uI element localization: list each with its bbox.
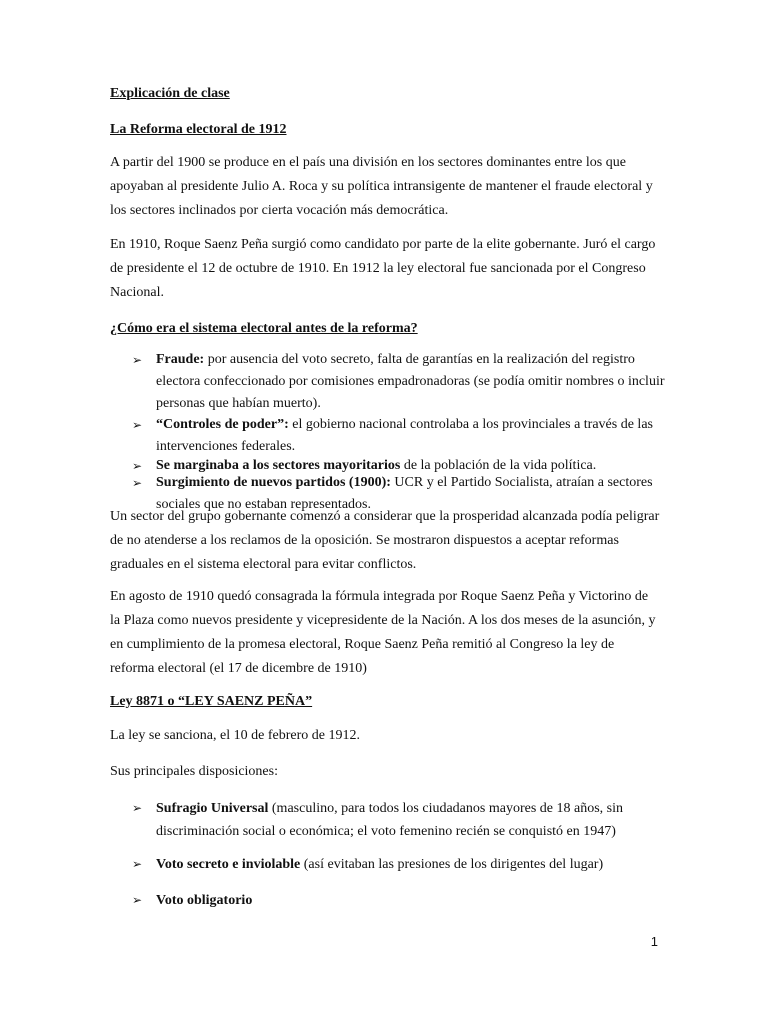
bullet-term: Fraude: <box>156 352 205 367</box>
paragraph-intro: A partir del 1900 se produce en el país una división en los sectores dominantes entre los que apoyaban al presidente Julio A. Roca y su política intransigente de mantener el fraude electoral y los sectores inclinados por cierta vocación más democrática. <box>110 155 653 218</box>
arrowhead-icon: ➢ <box>132 857 143 871</box>
bullet-item <box>110 797 670 843</box>
heading-explicacion: Explicación de clase <box>110 86 230 101</box>
bullet-list-before-reform <box>110 349 670 516</box>
bullet-term: Voto secreto e inviolable <box>156 857 301 872</box>
arrowhead-icon: ➢ <box>132 418 143 432</box>
bullet-text: de la población de la vida política. <box>400 458 597 473</box>
bullet-text: (masculino, para todos los ciudadanos mayores de 18 años, sin discriminación social o económica; el voto femenino recién se conquistó en 1947) <box>156 801 623 839</box>
bullet-item <box>110 889 670 912</box>
heading-reforma: La Reforma electoral de 1912 <box>110 122 287 137</box>
arrowhead-icon: ➢ <box>132 801 143 815</box>
heading-ley: Ley 8871 o “LEY SAENZ PEÑA” <box>110 694 313 709</box>
arrowhead-icon: ➢ <box>132 476 143 490</box>
bullet-term: “Controles de poder”: <box>156 417 289 432</box>
bullet-text: el gobierno nacional controlaba a los provinciales a través de las intervenciones federales. <box>156 417 653 454</box>
paragraph-sancion: La ley se sanciona, el 10 de febrero de 1912. <box>110 728 360 743</box>
bullet-item <box>110 853 670 876</box>
bullet-item <box>110 414 670 458</box>
paragraph-sector-gobernante: Un sector del grupo gobernante comenzó a considerar que la prosperidad alcanzada podía peligrar de no atenderse a los reclamos de la oposición. Se mostraron dispuestos a aceptar reformas graduales en el sistema electoral para evitar conflictos. <box>110 509 660 572</box>
paragraph-disposiciones: Sus principales disposiciones: <box>110 764 278 779</box>
bullet-term: Sufragio Universal <box>156 801 269 816</box>
paragraph-formula: En agosto de 1910 quedó consagrada la fórmula integrada por Roque Saenz Peña y Victorino de la Plaza como nuevos presidente y vicepresidente de la Nación. A los dos meses de la asunción, y en cumplimiento de la promesa electoral, Roque Saenz Peña remitió al Congreso la ley de reforma electoral (el 17 de dicembre de 1910) <box>110 589 656 676</box>
bullet-term: Surgimiento de nuevos partidos (1900): <box>156 475 391 490</box>
bullet-term: Se marginaba a los sectores mayoritarios <box>156 458 401 473</box>
heading-como-era: ¿Cómo era el sistema electoral antes de la reforma? <box>110 321 418 336</box>
arrowhead-icon: ➢ <box>132 459 143 473</box>
bullet-list-ley <box>110 797 670 912</box>
paragraph-roque-saenz-pena: En 1910, Roque Saenz Peña surgió como candidato por parte de la elite gobernante. Juró el cargo de presidente el 12 de octubre de 1910. En 1912 la ley electoral fue sancionada por el Congreso Nacional. <box>110 237 656 300</box>
bullet-text: (así evitaban las presiones de los dirigentes del lugar) <box>300 857 604 872</box>
arrowhead-icon: ➢ <box>132 893 143 907</box>
bullet-term: Voto obligatorio <box>156 893 253 908</box>
bullet-text: por ausencia del voto secreto, falta de garantías en la realización del registro electora confeccionado por comisiones empadronadoras (se podía omitir nombres o incluir personas que habían muerto). <box>156 352 665 411</box>
bullet-text: UCR y el Partido Socialista, atraían a sectores sociales que no estaban representados. <box>156 475 653 512</box>
bullet-item <box>110 349 670 415</box>
arrowhead-icon: ➢ <box>132 353 143 367</box>
page-number: 1 <box>650 934 658 949</box>
